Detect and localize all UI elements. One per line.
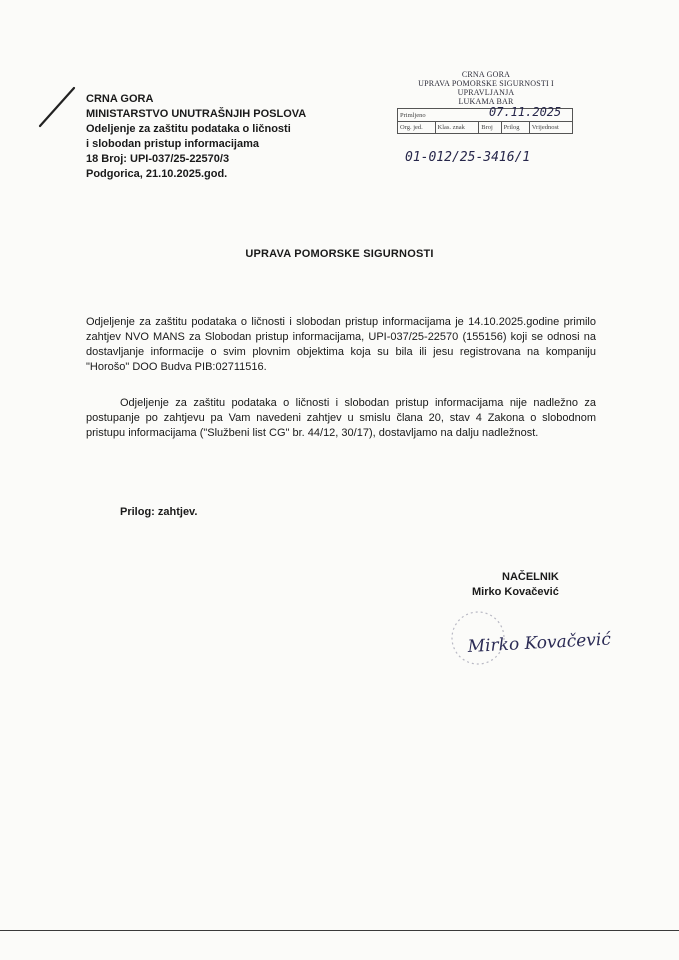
stamp-col-value: Vrijednost bbox=[529, 122, 572, 134]
stamp-line-1: CRNA GORA bbox=[461, 70, 511, 79]
signer-block bbox=[472, 570, 559, 600]
handwritten-slash-mark bbox=[34, 84, 82, 132]
stamp-handwritten-date: 07.11.2025 bbox=[489, 105, 562, 119]
signer-title: NAČELNIK bbox=[502, 571, 559, 583]
sender-header bbox=[86, 92, 306, 182]
stamp-received-label: Primljeno bbox=[398, 109, 573, 122]
stamp-line-2: UPRAVA POMORSKE SIGURNOSTI I UPRAVLJANJA bbox=[418, 79, 554, 97]
stamp-line-3: LUKAMA BAR bbox=[458, 97, 514, 106]
recipient-title: UPRAVA POMORSKE SIGURNOSTI bbox=[245, 248, 434, 260]
stamp-col-attachment: Prilog bbox=[501, 122, 529, 134]
country-name: CRNA GORA bbox=[86, 93, 154, 105]
department-line-2: i slobodan pristup informacijama bbox=[86, 138, 259, 150]
body-paragraph-1: Odjeljenje za zaštitu podataka o ličnosti i slobodan pristup informacijama je 14.10.2025.godine primilo zahtjev NVO MANS za Slobodan pristup informacijama, UPI-037/25-22570 (155156) koji se odnosi na dostavljanje informacije o svim plovnim objektima koja su bila ili jesu registrovana na kompaniju "Horošo" DOO Budva PIB:02711516. bbox=[86, 316, 596, 373]
stamp-col-org: Org. jed. bbox=[398, 122, 436, 134]
place-date: Podgorica, 21.10.2025.god. bbox=[86, 168, 228, 180]
handwritten-signature bbox=[438, 608, 638, 678]
body-paragraph-2: Odjeljenje za zaštitu podataka o ličnosti i slobodan pristup informacijama nije nadležno za postupanje po zahtjevu pa Vam navedeni zahtjev u smislu člana 20, stav 4 Zakona o slobodnom pristupu informacijama ("Službeni list CG" br. 44/12, 30/17), dostavljamo na dalju nadležnost. bbox=[86, 397, 596, 439]
page-bottom-rule bbox=[0, 930, 679, 931]
department-line-1: Odeljenje za zaštitu podataka o ličnosti bbox=[86, 123, 291, 135]
attachment-note: Prilog: zahtjev. bbox=[120, 506, 198, 518]
signature-text: Mirko Kovačević bbox=[467, 629, 612, 657]
reference-number: 18 Broj: UPI-037/25-22570/3 bbox=[86, 153, 230, 165]
reception-stamp bbox=[397, 70, 575, 164]
stamp-col-class: Klas. znak bbox=[435, 122, 479, 134]
ministry-name: MINISTARSTVO UNUTRAŠNJIH POSLOVA bbox=[86, 108, 307, 120]
stamp-handwritten-number: 01-012/25-3416/1 bbox=[405, 150, 531, 165]
signer-name: Mirko Kovačević bbox=[472, 586, 559, 598]
stamp-col-number: Broj bbox=[479, 122, 501, 134]
